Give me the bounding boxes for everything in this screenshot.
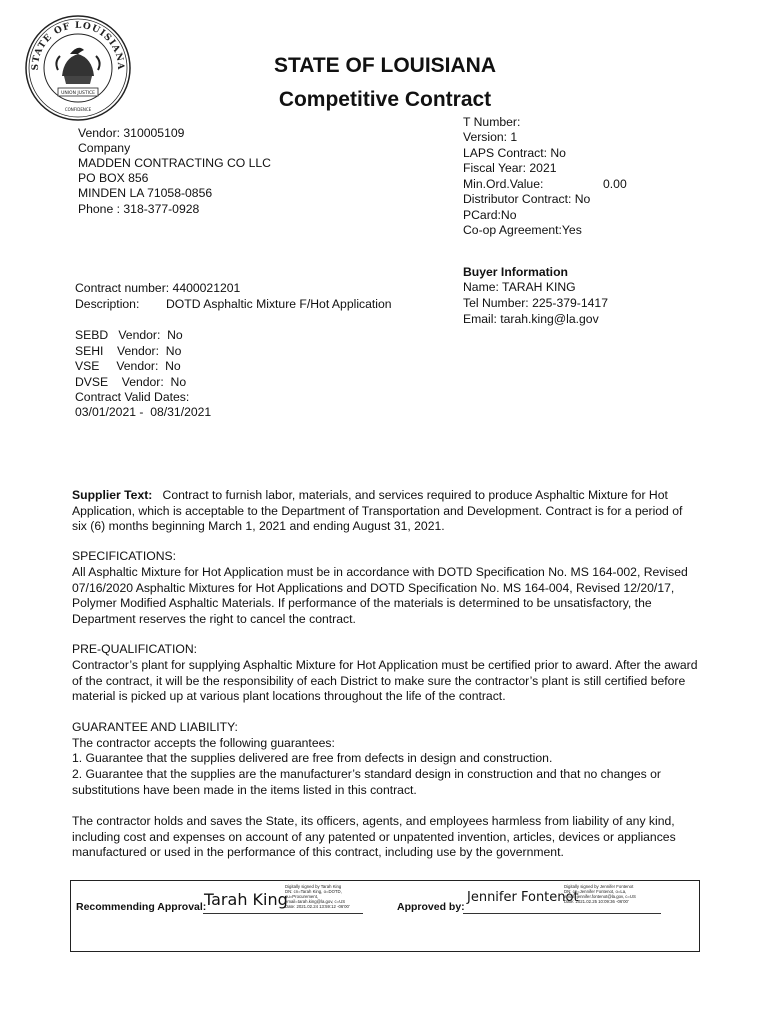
- supplier-text-body: Contract to furnish labor, materials, and services required to produce Asphaltic Mixture for Hot Application, which is acceptable to the Department of Transportation and Development. Contract is for a period of six (6) months beginning March 1, 2021 and ending August 31, 2021.: [72, 488, 683, 534]
- hold-harmless-text: The contractor holds and saves the State, its officers, agents, and employees harmless from liability of any kind, including cost and expenses on account of any patented or unpatented invention, articles, devices or appliances manufactured or used in the performance of this contract, including use by the government.: [72, 814, 676, 860]
- svg-text:STATE OF LOUISIANA: STATE OF LOUISIANA: [30, 20, 126, 71]
- buyer-name: Name: TARAH KING: [463, 280, 576, 294]
- recommending-signature-line: [203, 913, 363, 914]
- buyer-tel: Tel Number: 225-379-1417: [463, 296, 608, 310]
- guarantee-item-2: 2. Guarantee that the supplies are the manufacturer’s standard design in construction and that no changes or substitutions have been made in the items listed in this contract.: [72, 767, 661, 797]
- vendor-phone: Phone : 318-377-0928: [78, 202, 200, 216]
- vendor-number: Vendor: 310005109: [78, 126, 185, 140]
- vendor-company-label: Company: [78, 141, 131, 155]
- recommending-signature: Tarah King: [204, 890, 288, 909]
- approved-signature: Jennifer Fontenot: [467, 890, 579, 905]
- prequal-heading: PRE-QUALIFICATION:: [72, 642, 198, 656]
- vendor-address-2: MINDEN LA 71058-0856: [78, 186, 213, 200]
- dvse-vendor: DVSE Vendor: No: [75, 375, 187, 389]
- supplier-text-label: Supplier Text:: [72, 488, 153, 502]
- contract-number: Contract number: 4400021201: [75, 281, 241, 295]
- fiscal-year: Fiscal Year: 2021: [463, 161, 557, 175]
- svg-text:UNION JUSTICE: UNION JUSTICE: [61, 91, 95, 96]
- vse-vendor: VSE Vendor: No: [75, 359, 181, 373]
- coop-agreement: Co-op Agreement:Yes: [463, 223, 582, 237]
- pcard: PCard:No: [463, 208, 517, 222]
- laps-contract: LAPS Contract: No: [463, 146, 566, 160]
- vendor-address-1: PO BOX 856: [78, 171, 149, 185]
- approved-signature-line: [463, 913, 661, 914]
- buyer-heading: Buyer Information: [463, 265, 568, 279]
- specifications-heading: SPECIFICATIONS:: [72, 549, 177, 563]
- recommending-signature-meta: Digitally signed by Tarah King DN: cn=Tarah King, o=DOTD, ou=Procurement, email=tarah.king@la.gov, c=US Date: 2021.02.24 13:59:12 -06'00': [285, 884, 350, 909]
- guarantee-item-1: 1. Guarantee that the supplies delivered are free from defects in design and construction.: [72, 751, 553, 765]
- version: Version: 1: [463, 130, 518, 144]
- page-subtitle: Competitive Contract: [278, 88, 492, 111]
- approved-signature-meta: Digitally signed by Jennifer Fontenot DN: cn=Jennifer Fontenot, o=La, email=jennifer.fontenot@la.gov, c=US Date: 2021.02.25 10:09:36 -06'00': [564, 884, 636, 904]
- approved-by-label: Approved by:: [397, 901, 465, 913]
- guarantee-intro: The contractor accepts the following guarantees:: [72, 736, 335, 750]
- min-order-value: 0.00: [603, 177, 627, 191]
- description-value: DOTD Asphaltic Mixture F/Hot Application: [166, 297, 392, 311]
- page-title: STATE OF LOUISIANA: [273, 54, 497, 77]
- t-number: T Number:: [463, 115, 521, 129]
- vendor-name: MADDEN CONTRACTING CO LLC: [78, 156, 271, 170]
- buyer-email: Email: tarah.king@la.gov: [463, 312, 599, 326]
- prequal-text: Contractor’s plant for supplying Asphaltic Mixture for Hot Application must be certified prior to award. After the award of the contract, it will be the responsibility of each District to make sure the contractor’s plant is still certified before material is picked up at various plant locations throughout the life of the contract.: [72, 658, 698, 704]
- valid-dates-label: Contract Valid Dates:: [75, 390, 190, 404]
- svg-text:CONFIDENCE: CONFIDENCE: [64, 107, 92, 112]
- sehi-vendor: SEHI Vendor: No: [75, 344, 182, 358]
- min-order-label: Min.Ord.Value:: [463, 177, 544, 191]
- valid-dates: 03/01/2021 - 08/31/2021: [75, 405, 212, 419]
- guarantee-heading: GUARANTEE AND LIABILITY:: [72, 720, 238, 734]
- supplier-text: [72, 488, 700, 535]
- specifications-text: All Asphaltic Mixture for Hot Application must be in accordance with DOTD Specification No. MS 164-002, Revised 07/16/2020 Asphaltic Mixtures for Hot Applications and DOTD Specification No. MS 164-004, Revised 12/20/17, Polymer Modified Asphaltic Materials. If performance of the materials is determined to be unsatisfactory, the Department reserves the right to cancel the contract.: [72, 565, 688, 626]
- recommending-approval-label: Recommending Approval:: [76, 901, 207, 913]
- description-label: Description:: [75, 297, 140, 311]
- distributor-contract: Distributor Contract: No: [463, 192, 591, 206]
- sebd-vendor: SEBD Vendor: No: [75, 328, 183, 342]
